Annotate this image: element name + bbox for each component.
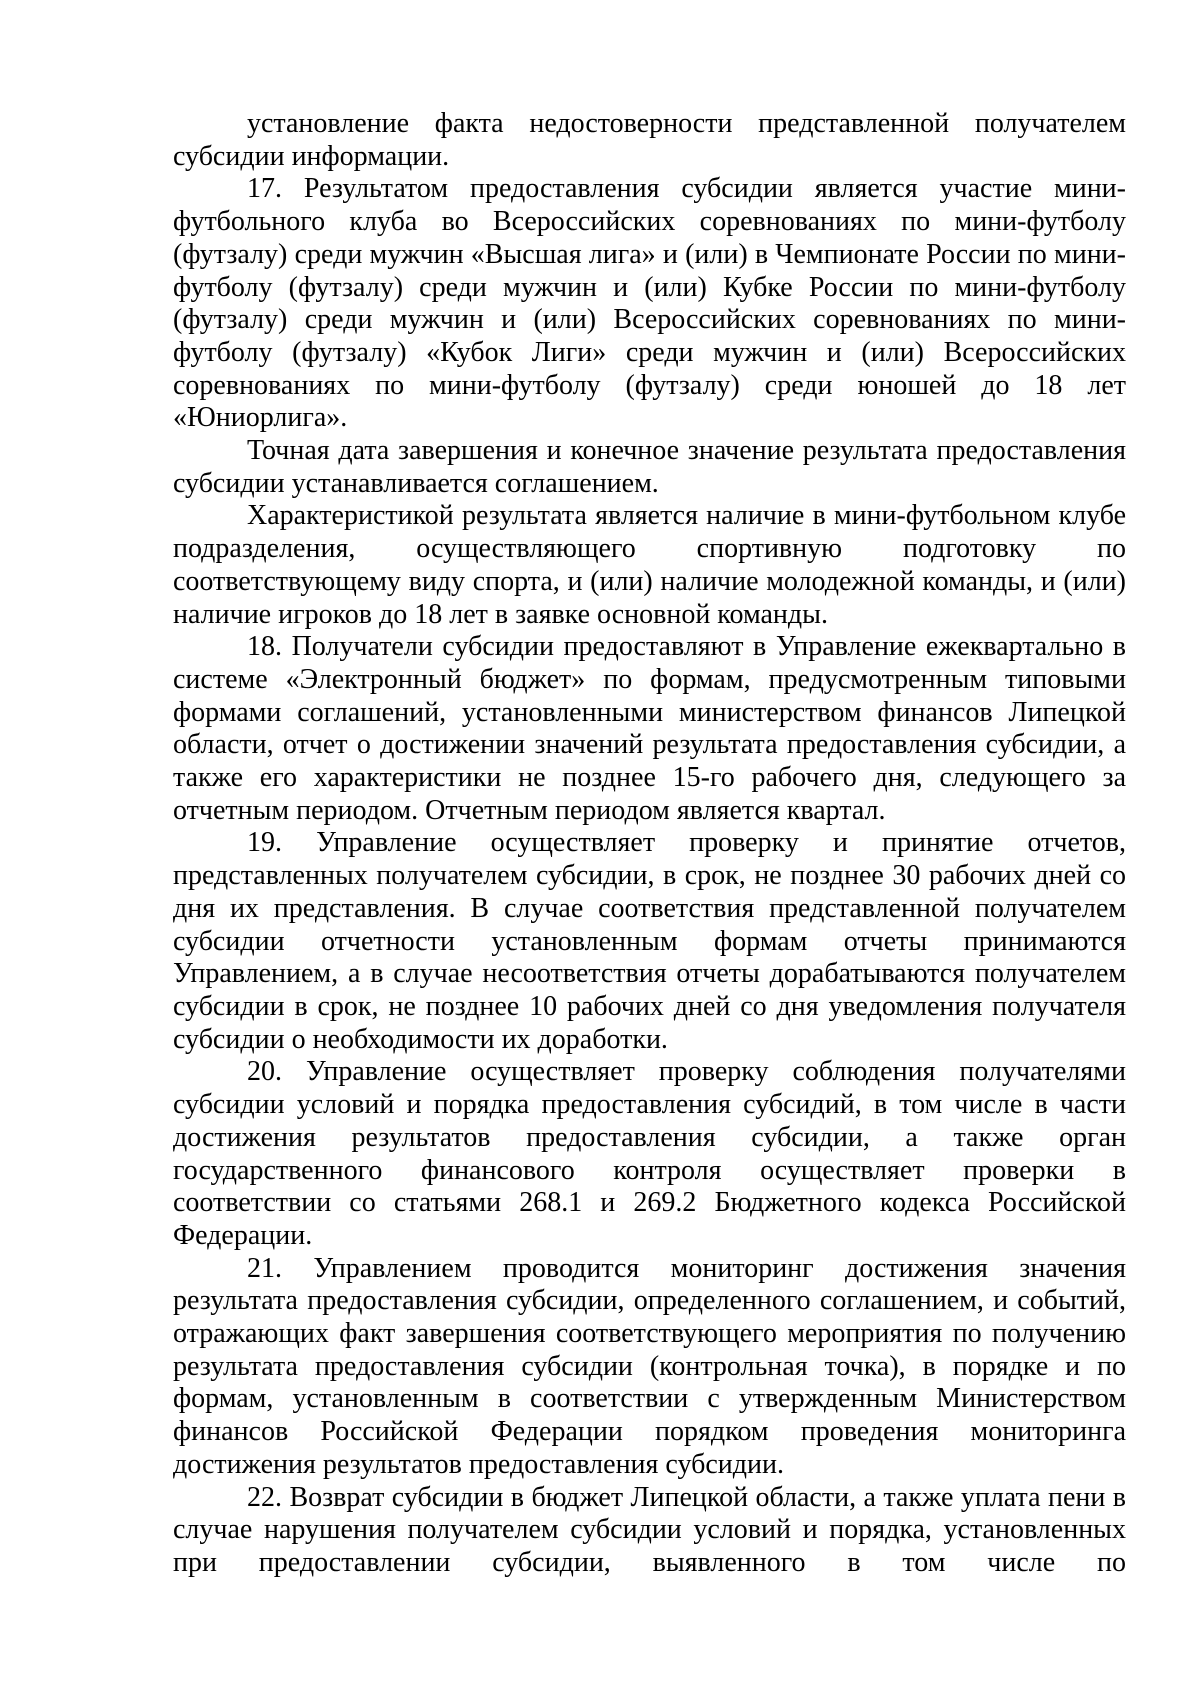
paragraph-21: 21. Управлением проводится мониторинг достижения значения результата предоставления субсидии, определенного соглашением, и событий, отражающих факт завершения соответствующего мероприятия по получению результата предоставления субсидии (контрольная точка), в порядке и по формам, установленным в соответствии с утвержденным Министерством финансов Российской Федерации порядком проведения мониторинга достижения результатов предоставления субсидии.	[173, 1252, 1126, 1480]
paragraph-17: 17. Результатом предоставления субсидии является участие мини-футбольного клуба во Всероссийских соревнованиях по мини-футболу (футзалу) среди мужчин «Высшая лига» и (или) в Чемпионате России по мини-футболу (футзалу) среди мужчин и (или) Кубке России по мини-футболу (футзалу) среди мужчин и (или) Всероссийских соревнованиях по мини-футболу (футзалу) «Кубок Лиги» среди мужчин и (или) Всероссийских соревнованиях по мини-футболу (футзалу) среди юношей до 18 лет «Юниорлига».	[173, 173, 1126, 434]
paragraph-continuation: установление факта недостоверности представленной получателем субсидии информации.	[173, 108, 1126, 172]
paragraph-result-date: Точная дата завершения и конечное значение результата предоставления субсидии устанавливается соглашением.	[173, 435, 1126, 499]
document-page	[173, 108, 1126, 1580]
paragraph-result-characteristic: Характеристикой результата является наличие в мини-футбольном клубе подразделения, осуществляющего спортивную подготовку по соответствующему виду спорта, и (или) наличие молодежной команды, и (или) наличие игроков до 18 лет в заявке основной команды.	[173, 500, 1126, 630]
paragraph-22: 22. Возврат субсидии в бюджет Липецкой области, а также уплата пени в случае нарушения получателем субсидии условий и порядка, установленных при предоставлении субсидии, выявленного в том числе по	[173, 1481, 1126, 1578]
paragraph-19: 19. Управление осуществляет проверку и принятие отчетов, представленных получателем субсидии, в срок, не позднее 30 рабочих дней со дня их представления. В случае соответствия представленной получателем субсидии отчетности установленным формам отчеты принимаются Управлением, а в случае несоответствия отчеты дорабатываются получателем субсидии в срок, не позднее 10 рабочих дней со дня уведомления получателя субсидии о необходимости их доработки.	[173, 827, 1126, 1055]
paragraph-18: 18. Получатели субсидии предоставляют в Управление ежеквартально в системе «Электронный бюджет» по формам, предусмотренным типовыми формами соглашений, установленными министерством финансов Липецкой области, отчет о достижении значений результата предоставления субсидии, а также его характеристики не позднее 15-го рабочего дня, следующего за отчетным периодом. Отчетным периодом является квартал.	[173, 631, 1126, 826]
paragraph-20: 20. Управление осуществляет проверку соблюдения получателями субсидии условий и порядка предоставления субсидий, в том числе в части достижения результатов предоставления субсидии, а также орган государственного финансового контроля осуществляет проверки в соответствии со статьями 268.1 и 269.2 Бюджетного кодекса Российской Федерации.	[173, 1056, 1126, 1251]
